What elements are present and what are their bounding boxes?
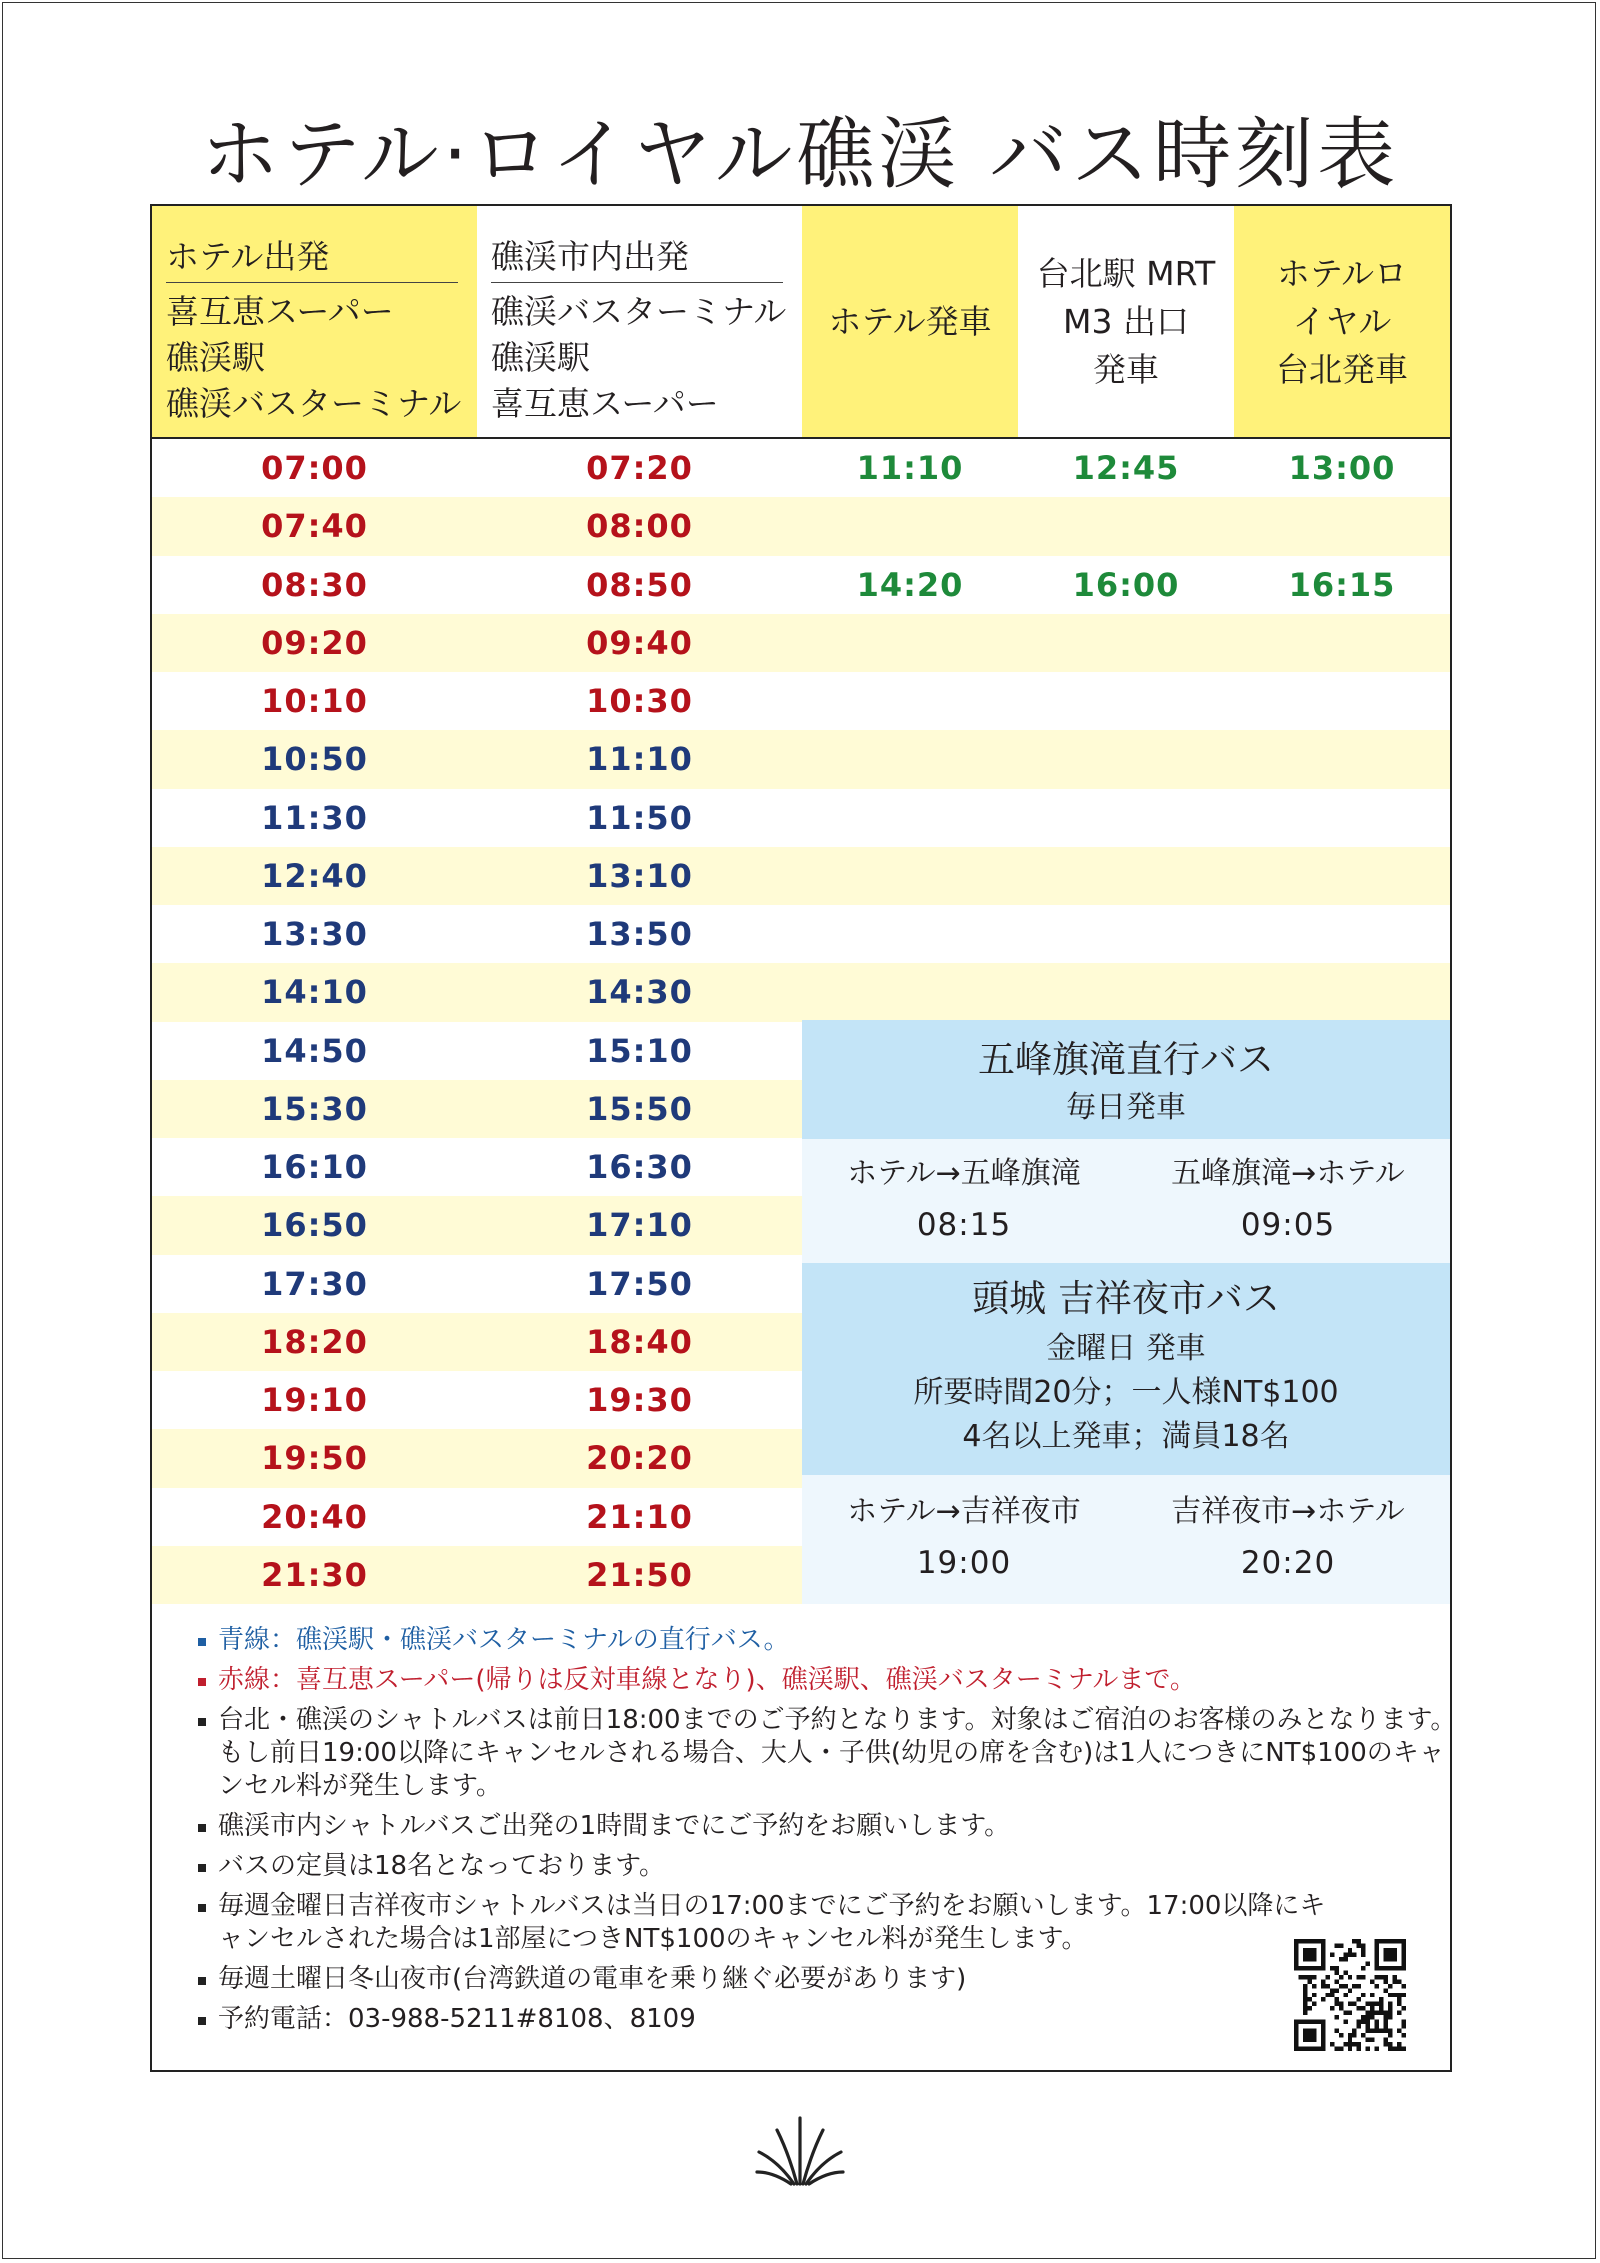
town-departure-time: 08:00 [586,507,693,546]
table-row [152,672,1450,730]
town-departure-time: 18:40 [586,1322,693,1361]
header-col1-stop: 喜互恵スーパー [166,292,394,331]
town-departure-time: 09:40 [586,623,693,662]
town-departure-time: 11:10 [586,740,693,779]
town-departure-time: 14:30 [586,973,693,1012]
header-col2-stop: 礁渓バスターミナル [491,292,787,331]
hotel-departure-time: 11:30 [261,798,368,837]
night-market-panel [802,1263,1450,1475]
town-departure-time: 13:50 [586,915,693,953]
wufeng-title: 五峰旗滝直行バス [978,1038,1274,1081]
hotel-departure-time: 10:10 [261,682,368,720]
wufeng-back-time: 09:05 [1240,1207,1336,1243]
taipei-hotel-time: 14:20 [856,565,964,604]
hotel-departure-time: 19:50 [261,1439,368,1478]
note-phone: 予約電話：03-988-5211#8108、8109 [198,2003,1458,2036]
night-market-times [802,1475,1450,1604]
hotel-departure-time: 21:30 [261,1555,368,1594]
wufeng-back-label: 五峰旗滝→ホテル [1171,1156,1405,1191]
wufeng-panel [802,1020,1450,1139]
header-col1-title: ホテル出発 [166,234,458,283]
page-title: ホテル·ロイヤル礁渓 バス時刻表 [200,110,1400,200]
notes-section [150,1602,1457,2072]
table-row [152,556,1450,614]
hotel-departure-time: 19:10 [261,1381,368,1419]
table-row [152,847,1450,905]
town-departure-time: 19:30 [586,1381,693,1419]
table-row [152,439,1450,497]
hotel-departure-time: 15:30 [261,1089,368,1128]
taipei-mrt-time: 12:45 [1072,449,1180,487]
wufeng-outbound [802,1149,1126,1251]
town-departure-time: 21:50 [586,1555,693,1594]
town-departure-time: 20:20 [586,1439,693,1478]
town-departure-time: 15:50 [586,1089,693,1128]
table-row [152,963,1450,1021]
hotel-departure-time: 09:20 [261,623,368,662]
night-market-fare: 所要時間20分；一人様NT$100 [913,1375,1339,1410]
wufeng-subtitle: 毎日発車 [1066,1090,1186,1125]
night-market-capacity: 4名以上発車；満員18名 [962,1419,1290,1454]
night-market-day: 金曜日 発車 [1046,1331,1206,1366]
table-row [152,905,1450,963]
hotel-departure-time: 18:20 [261,1322,368,1361]
town-departure-time: 13:10 [586,856,693,895]
header-hotel-dispatch: ホテル発車 [802,206,1018,439]
town-departure-time: 15:10 [586,1031,693,1070]
wufeng-out-time: 08:15 [916,1207,1012,1243]
hotel-departure-time: 10:50 [261,740,368,779]
header-col1-stop: 礁渓バスターミナル [166,384,462,423]
town-departure-time: 21:10 [586,1497,693,1536]
note-night-market: 毎週金曜日吉祥夜市シャトルバスは当日の17:00までにご予約をお願いします。17:00以降にキャンセルされた場合は1部屋につきNT$100のキャンセル料が発生します。 [198,1890,1348,1956]
note-local-reservation: 礁渓市内シャトルバスご出発の1時間までにご予約をお願いします。 [198,1810,1458,1843]
note-taipei-shuttle: 台北・礁渓のシャトルバスは前日18:00までのご予約となります。対象はご宿泊のお客様のみとなります。もし前日19:00以降にキャンセルされる場合、大人・子供(幼児の席を含む)は1人につきにNT$100のキャンセル料が発生します。 [198,1704,1458,1803]
night-market-out-time: 19:00 [916,1545,1012,1581]
hotel-departure-time: 07:00 [261,449,368,487]
note-blue-line: 青線：礁渓駅・礁渓バスターミナルの直行バス。 [198,1624,1458,1657]
header-taipei-mrt: 台北駅 MRT M3 出口 発車 [1018,206,1234,439]
header-town-departure [477,206,802,439]
table-row [152,789,1450,847]
hotel-departure-time: 08:30 [261,565,368,604]
royal-taipei-time: 16:15 [1288,565,1396,604]
hotel-departure-time: 20:40 [261,1497,368,1536]
table-row [152,730,1450,788]
town-departure-time: 17:50 [586,1264,693,1303]
header-hotel-departure [152,206,477,439]
header-col1-stop: 礁渓駅 [166,338,265,377]
night-market-title: 頭城 吉祥夜市バス [972,1277,1280,1320]
wufeng-return [1126,1149,1450,1251]
wufeng-times [802,1139,1450,1263]
header-col2-stop: 喜互恵スーパー [491,384,719,423]
town-departure-time: 16:30 [586,1148,693,1186]
note-red-line: 赤線：喜互恵スーパー(帰りは反対車線となり)、礁渓駅、礁渓バスターミナルまで。 [198,1664,1458,1697]
note-capacity: バスの定員は18名となっております。 [198,1850,1458,1883]
header-col2-stop: 礁渓駅 [491,338,590,377]
night-market-back-label: 吉祥夜市→ホテル [1171,1494,1405,1529]
hotel-departure-time: 13:30 [261,915,368,953]
town-departure-time: 17:10 [586,1206,693,1245]
royal-taipei-time: 13:00 [1288,449,1396,487]
taipei-mrt-time: 16:00 [1072,565,1180,604]
table-row [152,614,1450,672]
hotel-departure-time: 14:10 [261,973,368,1012]
hotel-departure-time: 07:40 [261,507,368,546]
hotel-departure-time: 12:40 [261,856,368,895]
night-market-outbound [802,1487,1126,1589]
hotel-departure-time: 16:50 [261,1206,368,1245]
timetable [150,204,1452,1604]
taipei-hotel-time: 11:10 [856,449,964,487]
town-departure-time: 11:50 [586,798,693,837]
hotel-logo-icon [755,2112,845,2188]
town-departure-time: 10:30 [586,682,693,720]
hotel-departure-time: 14:50 [261,1031,368,1070]
night-market-return [1126,1487,1450,1589]
note-dongshan-market: 毎週土曜日冬山夜市(台湾鉄道の電車を乗り継ぐ必要があります) [198,1963,1458,1996]
header-royal-taipei: ホテルロ イヤル 台北発車 [1234,206,1450,439]
hotel-departure-time: 16:10 [261,1148,368,1186]
wufeng-out-label: ホテル→五峰旗滝 [847,1156,1081,1191]
qr-code-icon[interactable] [1293,1939,1407,2051]
night-market-out-label: ホテル→吉祥夜市 [847,1494,1081,1529]
hotel-departure-time: 17:30 [261,1264,368,1303]
town-departure-time: 07:20 [586,449,693,487]
night-market-back-time: 20:20 [1240,1545,1336,1581]
header-col2-title: 礁渓市内出発 [491,234,783,283]
table-row [152,497,1450,555]
town-departure-time: 08:50 [586,565,693,604]
